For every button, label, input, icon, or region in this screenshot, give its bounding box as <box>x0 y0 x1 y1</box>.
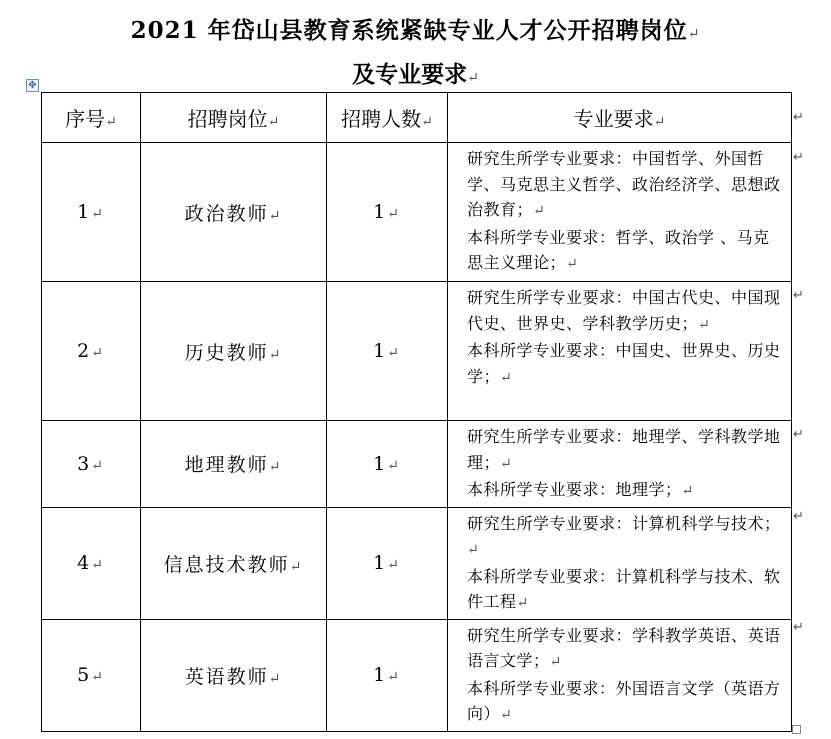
cell-position: 信息技术教师↵ <box>141 507 327 619</box>
row-end-mark: ↵ <box>793 509 804 524</box>
row-end-mark: ↵ <box>793 150 804 165</box>
cell-position: 历史教师↵ <box>141 282 327 421</box>
table-move-handle-icon[interactable]: ✥ <box>26 79 39 92</box>
table-row <box>42 421 792 508</box>
cell-count: 1↵ <box>327 619 448 731</box>
cell-requirement <box>448 143 792 282</box>
table-header-row <box>42 93 792 143</box>
cell-position: 英语教师↵ <box>141 619 327 731</box>
cell-seq: 3↵ <box>42 421 141 508</box>
table-row <box>42 507 792 619</box>
header-requirement: 专业要求↵ <box>448 93 792 143</box>
document-title-line1: 2021 年岱山县教育系统紧缺专业人才公开招聘岗位↵ <box>130 17 701 44</box>
req-graduate: 研究生所学专业要求：计算机科学与技术；↵ <box>467 513 781 558</box>
req-undergraduate: 本科所学专业要求：计算机科学与技术、软件工程↵ <box>467 566 781 611</box>
req-graduate: 研究生所学专业要求：中国哲学、外国哲学、马克思主义哲学、政治经济学、思想政治教育；↵ <box>467 149 781 219</box>
cell-requirement <box>448 507 792 619</box>
table-row <box>42 282 792 421</box>
cell-requirement <box>448 282 792 421</box>
cell-count: 1↵ <box>327 421 448 508</box>
req-graduate: 研究生所学专业要求：学科教学英语、英语语言文学；↵ <box>467 625 781 670</box>
cell-seq: 1↵ <box>42 143 141 282</box>
cell-position: 地理教师↵ <box>141 421 327 508</box>
table-row <box>42 619 792 731</box>
cell-count: 1↵ <box>327 282 448 421</box>
header-seq: 序号↵ <box>42 93 141 143</box>
req-undergraduate: 本科所学专业要求：哲学、政治学 、马克思主义理论；↵ <box>467 227 770 272</box>
cell-requirement <box>448 421 792 508</box>
cell-position: 政治教师↵ <box>141 143 327 282</box>
row-end-mark: ↵ <box>793 620 804 635</box>
cell-count: 1↵ <box>327 507 448 619</box>
cell-seq: 5↵ <box>42 619 141 731</box>
req-undergraduate: 本科所学专业要求：地理学；↵ <box>467 480 694 499</box>
header-position: 招聘岗位↵ <box>141 93 327 143</box>
cell-requirement <box>448 619 792 731</box>
req-graduate: 研究生所学专业要求：中国古代史、中国现代史、世界史、学科教学历史；↵ <box>467 288 781 333</box>
table-row <box>42 143 792 282</box>
table-resize-handle-icon[interactable] <box>792 725 801 734</box>
row-end-mark: ↵ <box>793 427 804 442</box>
row-end-mark: ↵ <box>793 288 804 303</box>
req-undergraduate: 本科所学专业要求：中国史、世界史、历史学；↵ <box>467 341 781 386</box>
cell-seq: 2↵ <box>42 282 141 421</box>
req-graduate: 研究生所学专业要求：地理学、学科教学地理；↵ <box>467 427 781 472</box>
document-title-line2: 及专业要求↵ <box>352 61 479 88</box>
header-count: 招聘人数↵ <box>327 93 448 143</box>
row-end-mark: ↵ <box>793 110 804 125</box>
recruitment-table <box>41 92 792 732</box>
cell-seq: 4↵ <box>42 507 141 619</box>
cell-count: 1↵ <box>327 143 448 282</box>
req-undergraduate: 本科所学专业要求：外国语言文学（英语方向）↵ <box>467 678 781 723</box>
